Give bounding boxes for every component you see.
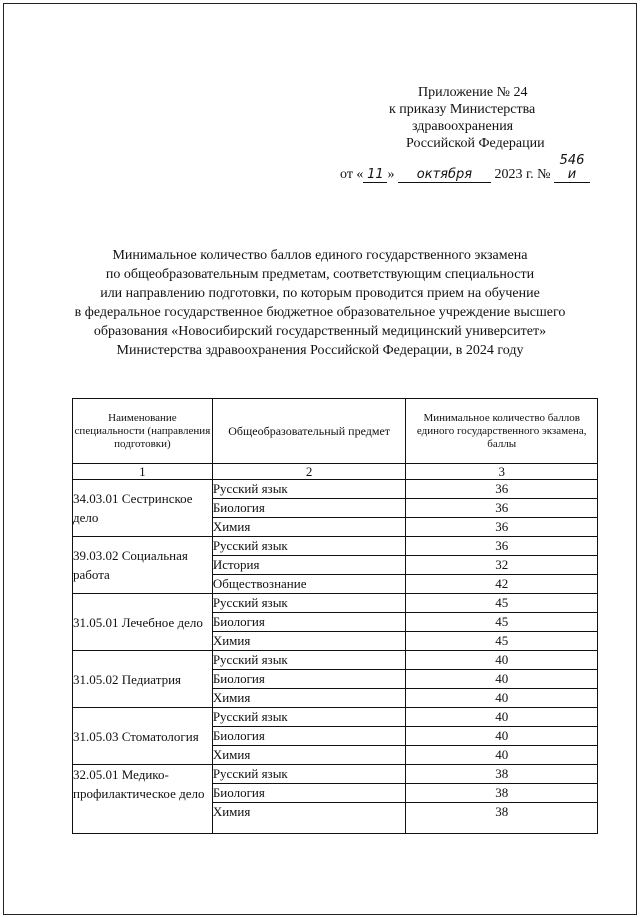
handwritten-order-number: 546 и [554,154,590,183]
column-number-row [73,464,598,480]
score-cell: 45 [406,594,598,613]
table-row [73,537,598,556]
title-line: или направлению подготовки, по которым проводится прием на обучение [100,286,540,301]
title-line: Министерства здравоохранения Российской Федерации, в 2024 году [116,343,524,358]
subject-cell: Обществознание [212,575,406,594]
title-line: по общеобразовательным предметам, соответствующим специальности [105,267,535,282]
score-cell: 38 [406,803,598,834]
appendix-date-line [340,153,620,182]
subject-cell: Химия [212,746,406,765]
score-cell: 40 [406,689,598,708]
score-cell: 38 [406,765,598,784]
header-subject: Общеобразовательный предмет [212,399,406,464]
date-close-quote: » [387,167,395,182]
score-cell: 40 [406,746,598,765]
table-row [73,594,598,613]
score-cell: 40 [406,651,598,670]
specialty-cell: 32.05.01 Медико-профилактическое дело [73,765,213,834]
column-number: 3 [406,464,598,480]
title-line: в федеральное государственное бюджетное образовательное учреждение высшего [74,305,566,320]
score-cell: 40 [406,708,598,727]
specialty-cell: 31.05.01 Лечебное дело [73,594,213,651]
title-line: Минимальное количество баллов единого государственного экзамена [112,248,528,263]
table-row [73,651,598,670]
subject-cell: Биология [212,784,406,803]
header-specialty: Наименование специальности (направления подготовки) [73,399,213,464]
subject-cell: Русский язык [212,708,406,727]
subject-cell: Химия [212,803,406,834]
header-min-score: Минимальное количество баллов единого государственного экзамена, баллы [406,399,598,464]
title-line: образования «Новосибирский государственный медицинский университет» [93,324,547,339]
subject-cell: Русский язык [212,651,406,670]
score-cell: 45 [406,632,598,651]
table-header-row [73,399,598,464]
subject-cell: Русский язык [212,480,406,499]
subject-cell: Химия [212,689,406,708]
score-cell: 36 [406,480,598,499]
score-cell: 36 [406,537,598,556]
score-cell: 40 [406,727,598,746]
table-row [73,708,598,727]
subject-cell: Химия [212,518,406,537]
appendix-order-ref: к приказу Министерства [389,102,536,117]
specialty-cell: 39.03.02 Социальная работа [73,537,213,594]
column-number: 2 [212,464,406,480]
subject-cell: Биология [212,613,406,632]
subject-cell: Химия [212,632,406,651]
score-cell: 32 [406,556,598,575]
appendix-block [340,84,620,182]
score-cell: 45 [406,613,598,632]
date-from-word: от « [340,167,364,182]
date-year: 2023 г. № [494,167,551,182]
subject-cell: Русский язык [212,594,406,613]
score-cell: 36 [406,518,598,537]
subject-cell: Русский язык [212,765,406,784]
column-number: 1 [73,464,213,480]
subject-cell: История [212,556,406,575]
subject-cell: Биология [212,499,406,518]
handwritten-day: 11 [363,168,387,183]
score-cell: 40 [406,670,598,689]
table-row [73,480,598,499]
document-title [40,246,600,360]
specialty-cell: 31.05.03 Стоматология [73,708,213,765]
specialty-cell: 34.03.01 Сестринское дело [73,480,213,537]
appendix-number: Приложение № 24 [418,85,528,100]
score-cell: 36 [406,499,598,518]
table-row [73,765,598,784]
appendix-country: Российской Федерации [406,136,545,151]
appendix-ministry: здравоохранения [412,119,514,134]
subject-cell: Биология [212,727,406,746]
score-cell: 38 [406,784,598,803]
specialty-cell: 31.05.02 Педиатрия [73,651,213,708]
scores-table [72,398,598,834]
handwritten-month: октября [398,168,491,183]
subject-cell: Русский язык [212,537,406,556]
score-cell: 42 [406,575,598,594]
subject-cell: Биология [212,670,406,689]
